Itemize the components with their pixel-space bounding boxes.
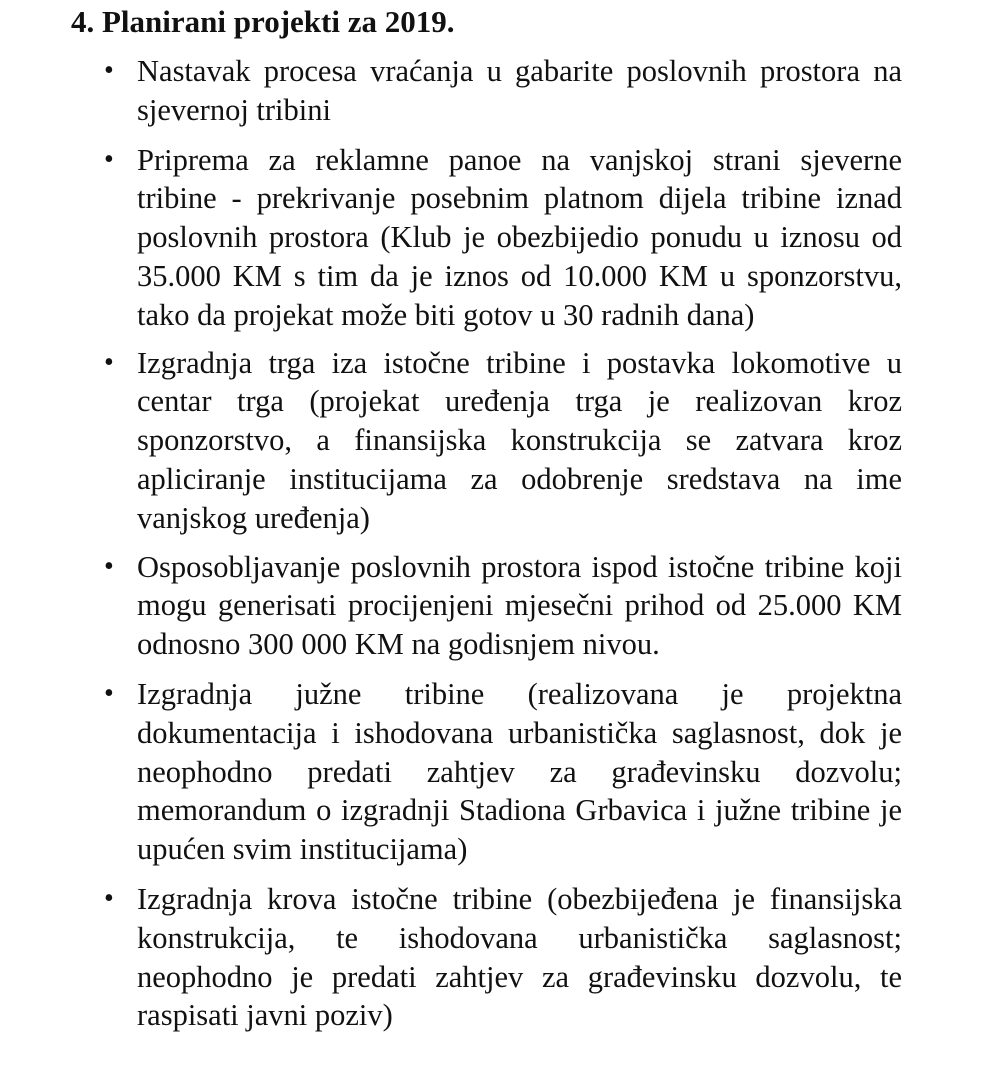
list-item-text: Priprema za reklamne panoe na vanjskoj strani sjeverne tribine - prekrivanje posebnim platnom dijela tribine iznad poslovnih prostora (Klub je obezbijedio ponudu u iznosu od 35.000 KM s tim da je iznos od 10.000 KM u sponzorstvu, tako da projekat može biti gotov u 30 radnih dana) [137, 142, 902, 332]
list-item [100, 675, 902, 869]
list-item-text: Izgradnja krova istočne tribine (obezbijeđena je finansijska konstrukcija, te ishodovana urbanistička saglasnost; neophodno je predati zahtjev za građevinsku dozvolu, te raspisati javni poziv) [137, 881, 902, 1033]
list-item [100, 141, 902, 335]
list-item-text: Izgradnja trga iza istočne tribine i postavka lokomotive u centar trga (projekat uređenja trga je realizovan kroz sponzorstvo, a finansijska konstrukcija se zatvara kroz apliciranje institucijama za odobrenje sredstava na ime vanjskog uređenja) [137, 345, 902, 535]
list-item-text: Osposobljavanje poslovnih prostora ispod istočne tribine koji mogu generisati procijenjeni mjesečni prihod od 25.000 KM odnosno 300 000 KM na godisnjem nivou. [137, 549, 902, 662]
bullet-icon: • [104, 346, 114, 378]
bullet-icon: • [104, 143, 114, 175]
bullet-icon: • [104, 677, 114, 709]
bullet-icon: • [104, 55, 114, 86]
section-heading: 4. Planirani projekti za 2019. [71, 4, 455, 39]
list-item [100, 344, 902, 538]
list-item [100, 52, 902, 130]
list-item-text: Izgradnja južne tribine (realizovana je projektna dokumentacija i ishodovana urbanistička saglasnost, dok je neophodno predati zahtjev za građevinsku dozvolu; memorandum o izgradnji Stadiona Grbavica i južne tribine je upućen svim institucijama) [137, 676, 902, 867]
list-item [100, 880, 902, 1035]
list-item [100, 548, 902, 664]
list-item-text: Nastavak procesa vraćanja u gabarite poslovnih prostora na sjevernoj tribini [137, 54, 902, 127]
bullet-icon: • [104, 882, 114, 914]
bullet-icon: • [104, 550, 114, 582]
planned-projects-list [100, 52, 902, 1035]
